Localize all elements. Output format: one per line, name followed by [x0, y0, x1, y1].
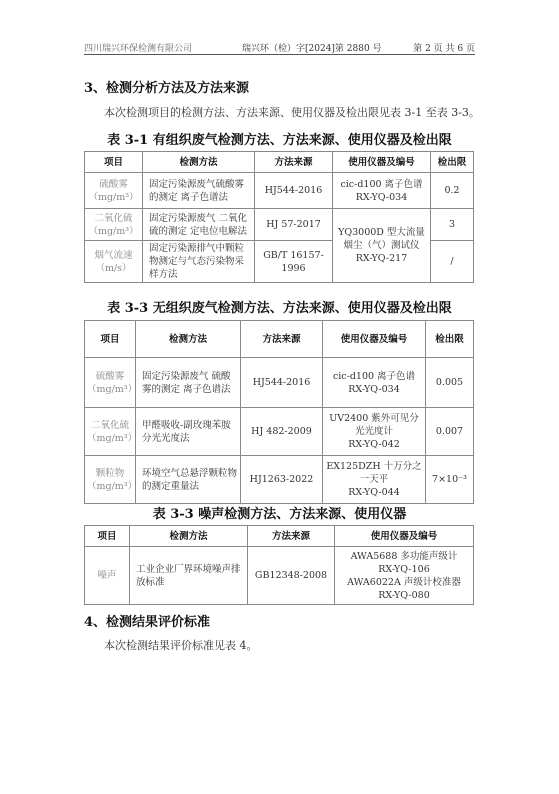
source-cell: HJ 482-2009	[241, 408, 323, 456]
method-cell: 工业企业厂界环境噪声排放标准	[130, 547, 248, 605]
source-cell: HJ 57-2017	[255, 209, 333, 241]
table-row	[85, 358, 474, 408]
limit-cell: 0.005	[426, 358, 474, 408]
table-header-row	[85, 152, 474, 173]
section-3-intro: 本次检测项目的检测方法、方法来源、使用仪器及检出限见表 3-1 至表 3-3。	[104, 106, 480, 119]
instrument-cell: AWA5688 多功能声级计 RX-YQ-106 AWA6022A 声级计校准器 RX-YQ-080	[335, 547, 474, 605]
col-header-instrument: 使用仪器及编号	[333, 152, 431, 173]
col-header-limit: 检出限	[431, 152, 474, 173]
table-3-1	[84, 151, 474, 283]
col-header-method: 检测方法	[130, 526, 248, 547]
table-header-row	[85, 321, 474, 358]
table-row	[85, 209, 474, 241]
limit-cell: /	[431, 241, 474, 283]
instrument-cell: cic-d100 离子色谱 RX-YQ-034	[323, 358, 426, 408]
col-header-limit: 检出限	[426, 321, 474, 358]
method-cell: 固定污染源排气中颗粒物测定与气态污染物采样方法	[143, 241, 255, 283]
method-cell: 环境空气总悬浮颗粒物的测定重量法	[136, 456, 241, 504]
instrument-cell: cic-d100 离子色谱 RX-YQ-034	[333, 173, 431, 209]
limit-cell: 0.2	[431, 173, 474, 209]
instrument-cell: UV2400 紫外可见分光光度计 RX-YQ-042	[323, 408, 426, 456]
source-cell: HJ544-2016	[241, 358, 323, 408]
limit-cell: 3	[431, 209, 474, 241]
table-row	[85, 173, 474, 209]
limit-cell: 0.007	[426, 408, 474, 456]
col-header-item: 项目	[85, 321, 136, 358]
table-3-2-caption: 表 3-3 无组织废气检测方法、方法来源、使用仪器及检出限	[107, 301, 452, 316]
table-3-3-caption: 表 3-3 噪声检测方法、方法来源、使用仪器	[152, 507, 407, 522]
table-3-2	[84, 320, 474, 504]
method-cell: 甲醛吸收-副玫瑰苯胺分光光度法	[136, 408, 241, 456]
document-number: 瑞兴环（检）字[2024]第 2880 号	[242, 44, 382, 54]
table-row	[85, 547, 474, 605]
col-header-source: 方法来源	[255, 152, 333, 173]
col-header-method: 检测方法	[143, 152, 255, 173]
item-cell: 二氧化硫 （mg/m³）	[85, 408, 136, 456]
source-cell: HJ1263-2022	[241, 456, 323, 504]
method-cell: 固定污染源废气 硫酸雾的测定 离子色谱法	[136, 358, 241, 408]
method-cell: 固定污染源废气硫酸雾的测定 离子色谱法	[143, 173, 255, 209]
table-3-1-caption: 表 3-1 有组织废气检测方法、方法来源、使用仪器及检出限	[107, 133, 452, 148]
section-4-title: 4、检测结果评价标准	[84, 615, 211, 630]
item-cell: 噪声	[85, 547, 130, 605]
col-header-item: 项目	[85, 152, 143, 173]
item-cell: 硫酸雾 （mg/m³）	[85, 173, 143, 209]
instrument-cell: EX125DZH 十万分之一天平 RX-YQ-044	[323, 456, 426, 504]
section-4-intro: 本次检测结果评价标准见表 4。	[104, 639, 258, 652]
source-cell: HJ544-2016	[255, 173, 333, 209]
source-cell: GB/T 16157-1996	[255, 241, 333, 283]
col-header-source: 方法来源	[248, 526, 335, 547]
table-3-3	[84, 525, 474, 605]
limit-cell: 7×10⁻³	[426, 456, 474, 504]
col-header-instrument: 使用仪器及编号	[335, 526, 474, 547]
table-header-row	[85, 526, 474, 547]
source-cell: GB12348-2008	[248, 547, 335, 605]
company-name: 四川瑞兴环保检测有限公司	[84, 44, 193, 54]
col-header-instrument: 使用仪器及编号	[323, 321, 426, 358]
table-row	[85, 408, 474, 456]
col-header-item: 项目	[85, 526, 130, 547]
instrument-cell-shared: YQ3000D 型大流量烟尘（气）测试仪 RX-YQ-217	[333, 209, 431, 283]
page-header	[84, 38, 475, 55]
item-cell: 颗粒物 （mg/m³）	[85, 456, 136, 504]
table-row	[85, 456, 474, 504]
item-cell: 烟气流速 （m/s）	[85, 241, 143, 283]
item-cell: 二氧化硫 （mg/m³）	[85, 209, 143, 241]
method-cell: 固定污染源废气 二氧化硫的测定 定电位电解法	[143, 209, 255, 241]
col-header-method: 检测方法	[136, 321, 241, 358]
col-header-source: 方法来源	[241, 321, 323, 358]
page-number: 第 2 页 共 6 页	[413, 44, 475, 54]
item-cell: 硫酸雾 （mg/m³）	[85, 358, 136, 408]
section-3-title: 3、检测分析方法及方法来源	[84, 81, 250, 96]
